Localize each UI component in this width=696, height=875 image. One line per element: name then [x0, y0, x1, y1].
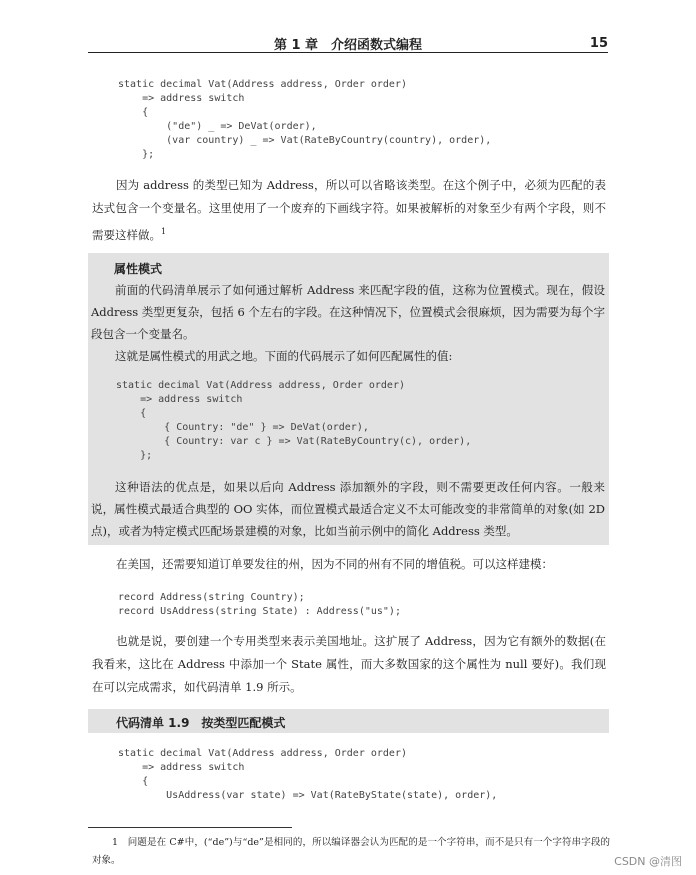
- page-header: [88, 32, 608, 53]
- paragraph-address-type-text: 因为 address 的类型已知为 Address，所以可以省略该类型。在这个例子中，必须为匹配的表达式包含一个变量名。这里使用了一个废弃的下画线字符。如果被解析的对象至少有两个字段，则不需要这样做。: [92, 178, 606, 242]
- property-pattern-sidebar: [88, 253, 609, 545]
- sidebar-paragraph-intro: 这就是属性模式的用武之地。下面的代码展示了如何匹配属性的值:: [115, 349, 453, 363]
- sidebar-title: 属性模式: [114, 262, 163, 276]
- code-block-listing-1-9: static decimal Vat(Address address, Order order) => address switch { UsAddress(var state) => Vat(RateByState(state), order),: [118, 748, 498, 801]
- listing-caption-bar: [88, 709, 609, 733]
- footnote: 1 问题是在 C#中，(“de”)与“de”是相同的，所以编译器会认为匹配的是一个字符串，而不是只有一个字符串字段的对象。: [92, 837, 610, 866]
- chapter-title: 第 1 章 介绍函数式编程: [273, 38, 423, 53]
- paragraph-us-address: 也就是说，要创建一个专用类型来表示美国地址。这扩展了 Address，因为它有额外的数据(在我看来，这比在 Address 中添加一个 State 属性，而大多数国家的这个属性为 null 要好)。我们现在可以完成需求，如代码清单 1.9 所示。: [92, 634, 606, 694]
- sidebar-paragraph-positional: 前面的代码清单展示了如何通过解析 Address 来匹配字段的值，这称为位置模式。现在，假设 Address 类型更复杂，包括 6 个左右的字段。在这种情况下，位置模式会很麻烦，因为需要为每个字段包含一个变量名。: [91, 283, 605, 341]
- watermark: CSDN @清图: [614, 855, 682, 868]
- code-block-vat-property: static decimal Vat(Address address, Order order) => address switch { { Country: "de" } => DeVat(order), { Country: var c } => Vat(RateByCountry(c), order), };: [116, 380, 472, 461]
- listing-title: 代码清单 1.9 按类型匹配模式: [116, 716, 286, 730]
- paragraph-address-type: [92, 174, 606, 247]
- page-number: 15: [589, 36, 608, 51]
- code-block-vat-discard: static decimal Vat(Address address, Order order) => address switch { ("de") _ => DeVat(order), (var country) _ => Vat(RateByCountry(country), order), };: [118, 79, 492, 160]
- paragraph-us-state: 在美国，还需要知道订单要发往的州，因为不同的州有不同的增值税。可以这样建模：: [116, 557, 553, 571]
- code-block-records: record Address(string Country); record UsAddress(string State) : Address("us");: [118, 592, 401, 617]
- footnote-divider: [88, 827, 292, 828]
- footnote-ref: 1: [161, 227, 167, 236]
- sidebar-paragraph-advantages: 这种语法的优点是，如果以后向 Address 添加额外的字段，则不需要更改任何内容。一般来说，属性模式最适合典型的 OO 实体，而位置模式最适合定义不太可能改变的非常简单的对象(如 2D 点)，或者为特定模式匹配场景建模的对象，比如当前示例中的简化 Address 类型。: [91, 480, 605, 538]
